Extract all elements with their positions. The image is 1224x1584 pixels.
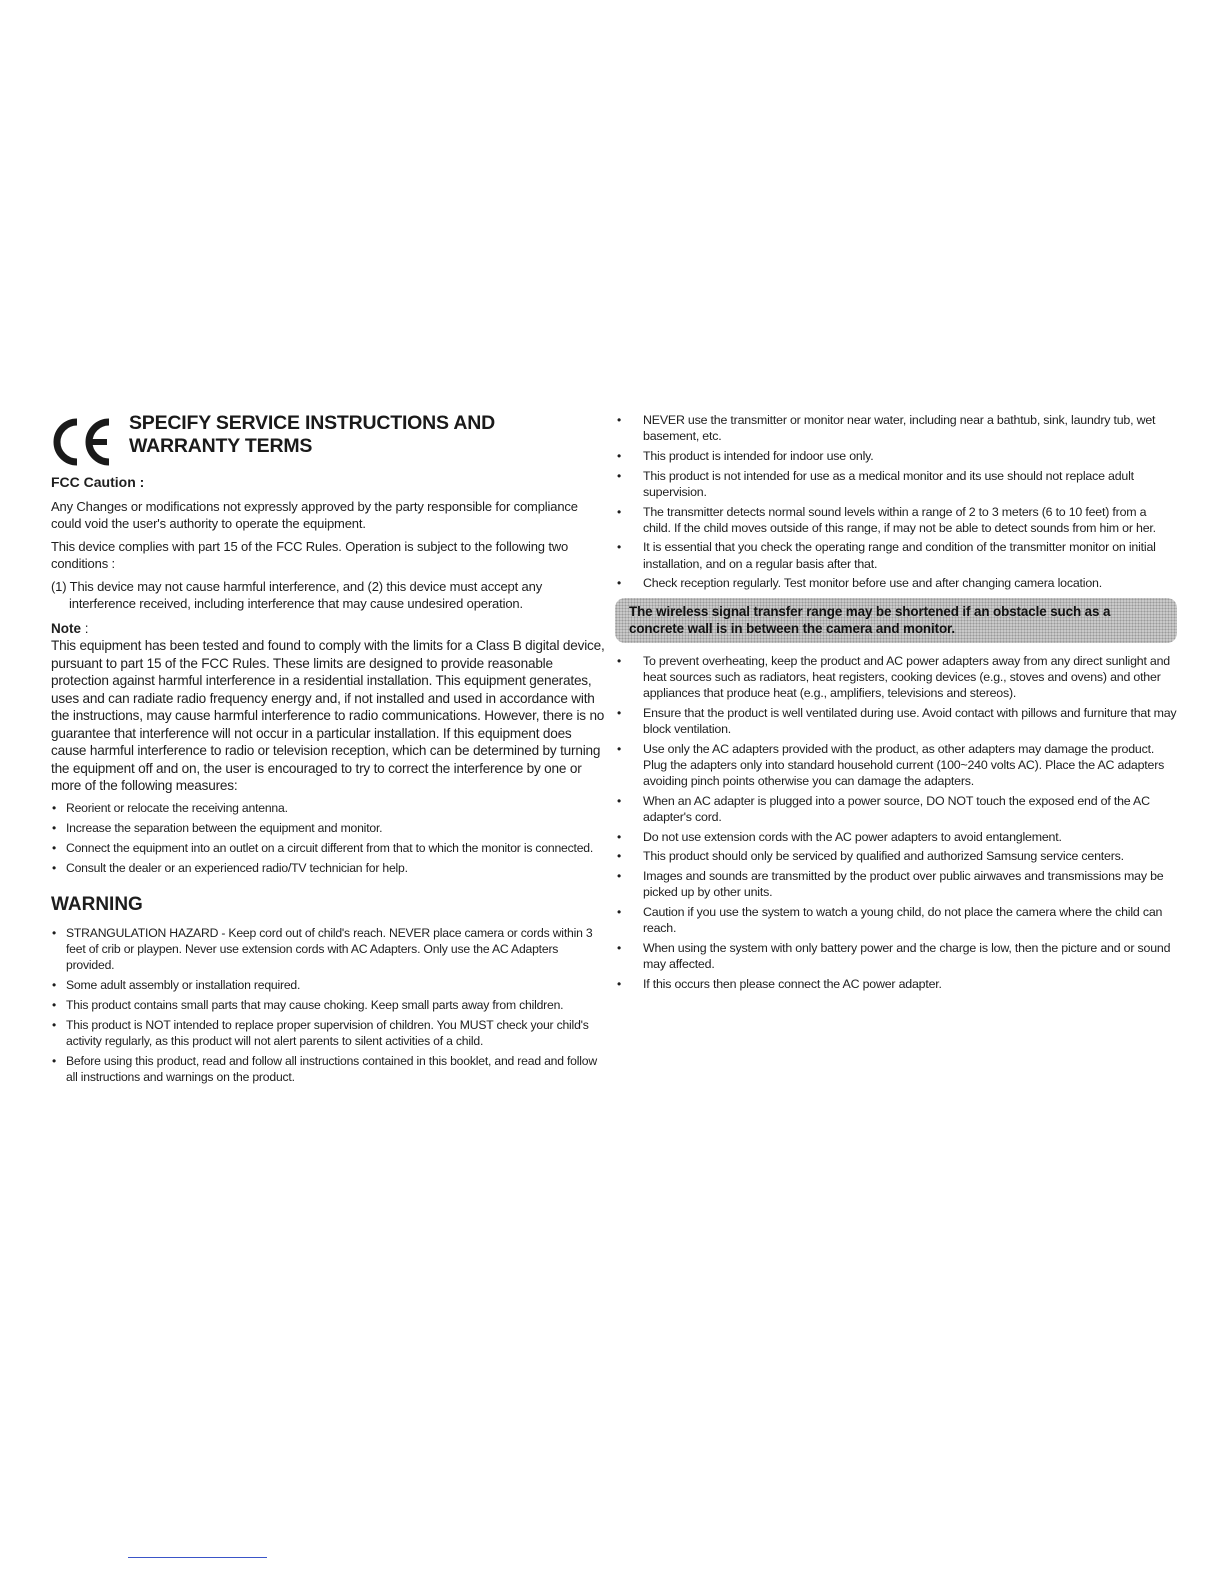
list-item [615, 705, 1177, 737]
list-item [51, 1053, 606, 1085]
bullet-icon: • [617, 653, 622, 668]
right-column [615, 412, 1177, 995]
list-item [51, 977, 606, 993]
list-item [615, 793, 1177, 825]
list-item [615, 653, 1177, 702]
list-item-text: Caution if you use the system to watch a young child, do not place the camera where the child can reach. [643, 904, 1163, 936]
list-item-text: The transmitter detects normal sound levels within a range of 2 to 3 meters (6 to 10 feet) from a child. If the child moves outside of this range, if may not be able to detect sounds from him or her. [643, 504, 1156, 535]
left-column [51, 412, 606, 1089]
bullet-icon: • [617, 829, 622, 844]
list-item-text: Connect the equipment into an outlet on a circuit different from that to which the monitor is connected. [66, 840, 594, 855]
ce-mark-icon [51, 416, 115, 468]
list-item [51, 820, 606, 836]
list-item [615, 468, 1177, 500]
warning-heading: WARNING [51, 893, 143, 915]
safety-list-top [615, 412, 1177, 592]
list-item [615, 976, 1177, 992]
list-item [615, 448, 1177, 464]
bullet-icon: • [52, 1017, 57, 1032]
fcc-paragraph-3: (1) This device may not cause harmful interference, and (2) this device must accept any interference received, including interference that may cause undesired operation. [51, 579, 543, 611]
note-label-text: Note [51, 621, 81, 636]
bullet-icon: • [617, 904, 622, 919]
list-item [615, 848, 1177, 864]
list-item-text: Images and sounds are transmitted by the product over public airwaves and transmissions may be picked up by other units. [643, 868, 1164, 900]
bullet-icon: • [52, 997, 57, 1012]
bullet-icon: • [617, 849, 622, 864]
note-label-colon: : [81, 621, 89, 636]
list-item [615, 829, 1177, 845]
list-item-text: This product should only be serviced by qualified and authorized Samsung service centers. [643, 849, 1124, 864]
title-row [51, 412, 606, 468]
list-item-text: Some adult assembly or installation required. [66, 977, 301, 992]
fcc-paragraph-2: This device complies with part 15 of the FCC Rules. Operation is subject to the following two conditions : [51, 539, 569, 571]
fcc-paragraph-1: Any Changes or modifications not expressly approved by the party responsible for compliance could void the user's authority to operate the equipment. [51, 499, 578, 531]
list-item-text: This product contains small parts that may cause choking. Keep small parts away from children. [66, 997, 564, 1012]
bullet-icon: • [617, 413, 622, 427]
list-item-text: Ensure that the product is well ventilated during use. Avoid contact with pillows and furniture that may block ventilation. [643, 705, 1177, 736]
bullet-icon: • [52, 800, 57, 815]
bullet-icon: • [52, 840, 57, 855]
list-item [615, 940, 1177, 972]
range-highlight-callout: The wireless signal transfer range may be shortened if an obstacle such as a concrete wall is in between the camera and monitor. [615, 598, 1177, 643]
bullet-icon: • [617, 504, 622, 519]
warnings-list [51, 925, 606, 1085]
list-item-text: When using the system with only battery power and the charge is low, then the picture and or sound may affected. [643, 940, 1171, 971]
list-item [615, 741, 1177, 790]
list-item-text: Do not use extension cords with the AC power adapters to avoid entanglement. [643, 829, 1062, 844]
list-item [615, 868, 1177, 900]
bullet-icon: • [617, 448, 622, 463]
list-item [615, 904, 1177, 936]
page-title: SPECIFY SERVICE INSTRUCTIONS AND WARRANTY TERMS [129, 412, 495, 457]
list-item [51, 997, 606, 1013]
list-item [51, 925, 606, 973]
fcc-caution-heading: FCC Caution : [51, 474, 145, 490]
bullet-icon: • [617, 793, 622, 808]
list-item-text: It is essential that you check the operating range and condition of the transmitter monitor on initial installation, and on a regular basis after that. [643, 540, 1156, 571]
note-body: This equipment has been tested and found to comply with the limits for a Class B digital device, pursuant to part 15 of the FCC Rules. These limits are designed to provide reasonable protection against harmful interference in a residential installation. This equipment generates, uses and can radiate radio frequency energy and, if not installed and used in accordance with the instructions, may cause harmful interference to radio communications. However, there is no guarantee that interference will not occur in a particular installation. If this equipment does cause harmful interference to radio or television reception, which can be determined by turning the equipment off and on, the user is encouraged to try to correct the interference by one or more of the following measures: [51, 638, 605, 793]
bullet-icon: • [617, 468, 622, 483]
bullet-icon: • [617, 705, 622, 720]
list-item-text: To prevent overheating, keep the product and AC power adapters away from any direct sunlight and heat sources such as radiators, heat registers, cooking devices (e.g., stoves and ovens) and other appliances that produce heat (e.g., amplifiers, televisions and stereos). [643, 653, 1171, 700]
list-item-text: Reorient or relocate the receiving antenna. [66, 800, 288, 815]
list-item-text: Increase the separation between the equipment and monitor. [66, 820, 383, 835]
list-item-text: Check reception regularly. Test monitor before use and after changing camera location. [643, 576, 1102, 591]
list-item-text: This product is NOT intended to replace proper supervision of children. You MUST check your child's activity regularly, as this product will not alert parents to silent activities of a child. [66, 1017, 589, 1048]
list-item-text: This product is not intended for use as a medical monitor and its use should not replace adult supervision. [643, 468, 1134, 499]
list-item [51, 1017, 606, 1049]
list-item-text: STRANGULATION HAZARD - Keep cord out of child's reach. NEVER place camera or cords within 3 feet of crib or playpen. Never use extension cords with AC Adapters. Only use the AC Adapters provided. [66, 925, 593, 972]
footer-rule [128, 1557, 267, 1558]
list-item-text: This product is intended for indoor use only. [643, 448, 874, 463]
measures-list [51, 800, 606, 876]
list-item-text: NEVER use the transmitter or monitor near water, including near a bathtub, sink, laundry tub, wet basement, etc. [643, 413, 1156, 444]
list-item-text: Before using this product, read and follow all instructions contained in this booklet, and read and follow all instructions and warnings on the product. [66, 1053, 597, 1084]
note-label [51, 620, 606, 637]
list-item-text: When an AC adapter is plugged into a power source, DO NOT touch the exposed end of the AC adapter's cord. [643, 793, 1150, 824]
bullet-icon: • [617, 940, 622, 955]
list-item-text: Use only the AC adapters provided with the product, as other adapters may damage the product. Plug the adapters only into standard household current (100~240 volts AC). Place the AC adapters avoiding pinch points otherwise you can damage the adapters. [643, 741, 1165, 788]
bullet-icon: • [617, 741, 622, 756]
bullet-icon: • [617, 576, 622, 591]
bullet-icon: • [617, 976, 622, 991]
list-item [615, 412, 1177, 444]
bullet-icon: • [52, 820, 57, 835]
list-item [615, 575, 1177, 591]
list-item [51, 860, 606, 876]
bullet-icon: • [52, 925, 57, 940]
list-item [51, 800, 606, 816]
bullet-icon: • [52, 860, 57, 875]
bullet-icon: • [52, 977, 57, 992]
list-item [615, 504, 1177, 536]
list-item [51, 840, 606, 856]
bullet-icon: • [52, 1053, 57, 1068]
safety-list-bottom [615, 653, 1177, 992]
list-item-text: If this occurs then please connect the AC power adapter. [643, 976, 942, 991]
list-item-text: Consult the dealer or an experienced radio/TV technician for help. [66, 860, 408, 875]
bullet-icon: • [617, 868, 622, 883]
list-item [615, 539, 1177, 571]
bullet-icon: • [617, 540, 622, 555]
